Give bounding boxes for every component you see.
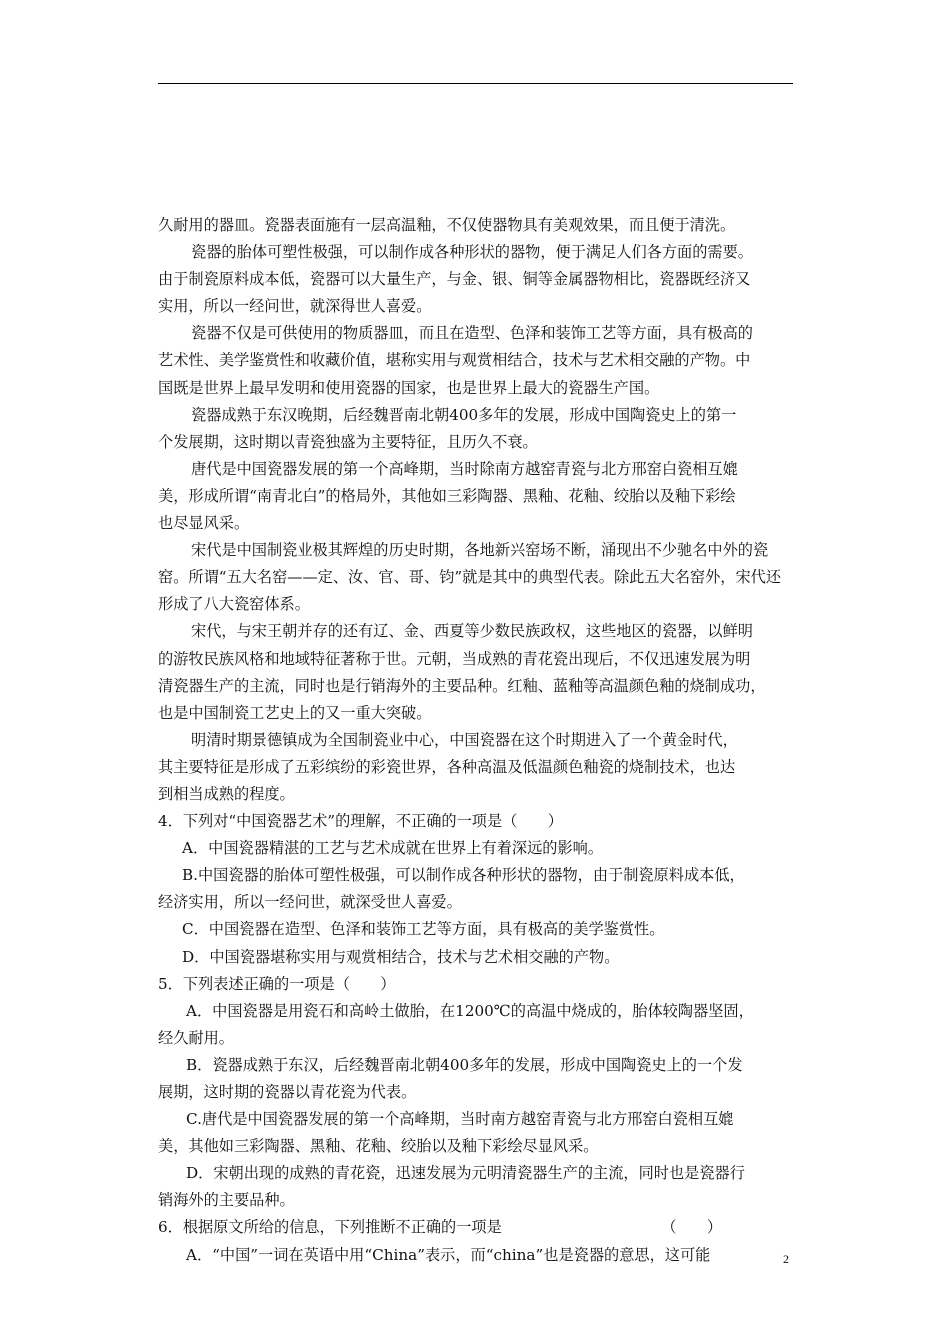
text-line: 明清时期景德镇成为全国制瓷业中心，中国瓷器在这个时期进入了一个黄金时代， [191, 730, 738, 749]
text-line: 瓷器成熟于东汉晚期，后经魏晋南北朝400多年的发展，形成中国陶瓷史上的第一 [191, 405, 737, 424]
text-line: 也是中国制瓷工艺史上的又一重大突破。 [158, 703, 432, 722]
text-line: 窑。所谓“五大名窑——定、汝、官、哥、钧”就是其中的典型代表。除此五大名窑外，宋代还 [158, 568, 782, 587]
document-body [158, 212, 793, 1269]
text-line: 的游牧民族风格和地域特征著称于世。元朝，当成熟的青花瓷出现后，不仅迅速发展为明 [158, 649, 751, 668]
text-line: B.中国瓷器的胎体可塑性极强，可以制作成各种形状的器物，由于制瓷原料成本低， [182, 866, 745, 885]
text-line: A．“中国”一词在英语中用“China”表示，而“china”也是瓷器的意思，这可能 [186, 1245, 711, 1264]
text-line: 也尽显风采。 [158, 514, 250, 533]
text-line: 5．下列表述正确的一项是（ ） [158, 974, 396, 993]
text-line: 6．根据原文所给的信息，下列推断不正确的一项是 （ ） [158, 1218, 723, 1237]
text-line: 唐代是中国瓷器发展的第一个高峰期，当时除南方越窑青瓷与北方邢窑白瓷相互媲 [191, 459, 738, 478]
text-line: 销海外的主要品种。 [158, 1191, 295, 1210]
text-line: 由于制瓷原料成本低，瓷器可以大量生产，与金、银、铜等金属器物相比，瓷器既经济又 [158, 270, 751, 289]
text-line: D．宋朝出现的成熟的青花瓷，迅速发展为元明清瓷器生产的主流，同时也是瓷器行 [186, 1164, 745, 1183]
page-number: 2 [783, 1252, 789, 1266]
text-line: 个发展期，这时期以青瓷独盛为主要特征，且历久不衰。 [158, 432, 538, 451]
header-rule [158, 83, 793, 84]
text-line: 瓷器不仅是可供使用的物质器皿，而且在造型、色泽和装饰工艺等方面，具有极高的 [191, 324, 753, 343]
text-line: 经久耐用。 [158, 1028, 234, 1047]
text-line: D．中国瓷器堪称实用与观赏相结合，技术与艺术相交融的产物。 [182, 947, 620, 966]
text-line: 久耐用的器皿。瓷器表面施有一层高温釉，不仅使器物具有美观效果，而且便于清洗。 [158, 216, 736, 234]
text-line: B．瓷器成熟于东汉，后经魏晋南北朝400多年的发展，形成中国陶瓷史上的一个发 [186, 1055, 743, 1074]
text-line: C．中国瓷器在造型、色泽和装饰工艺等方面，具有极高的美学鉴赏性。 [182, 920, 665, 939]
text-line: 到相当成熟的程度。 [158, 784, 295, 803]
text-line: 清瓷器生产的主流，同时也是行销海外的主要品种。红釉、蓝釉等高温颜色釉的烧制成功， [158, 676, 766, 695]
text-line: C.唐代是中国瓷器发展的第一个高峰期，当时南方越窑青瓷与北方邢窑白瓷相互媲 [186, 1110, 734, 1129]
text-line: 宋代是中国制瓷业极其辉煌的历史时期，各地新兴窑场不断，涌现出不少驰名中外的瓷 [191, 541, 769, 560]
text-line: A．中国瓷器是用瓷石和高岭土做胎，在1200℃的高温中烧成的，胎体较陶器坚固， [186, 1001, 754, 1020]
text-line: 其主要特征是形成了五彩缤纷的彩瓷世界，各种高温及低温颜色釉瓷的烧制技术，也达 [158, 757, 736, 776]
text-line: 形成了八大瓷窑体系。 [158, 595, 310, 614]
text-line: A．中国瓷器精湛的工艺与艺术成就在世界上有着深远的影响。 [182, 839, 604, 858]
text-line: 美，形成所谓“南青北白”的格局外，其他如三彩陶器、黑釉、花釉、绞胎以及釉下彩绘 [158, 486, 736, 505]
text-line: 国既是世界上最早发明和使用瓷器的国家，也是世界上最大的瓷器生产国。 [158, 378, 660, 397]
text-line: 宋代，与宋王朝并存的还有辽、金、西夏等少数民族政权，这些地区的瓷器，以鲜明 [191, 622, 753, 641]
text-line: 瓷器的胎体可塑性极强，可以制作成各种形状的器物，便于满足人们各方面的需要。 [191, 243, 753, 262]
text-line: 美，其他如三彩陶器、黑釉、花釉、绞胎以及釉下彩绘尽显风采。 [158, 1137, 599, 1156]
text-line: 展期，这时期的瓷器以青花瓷为代表。 [158, 1083, 417, 1101]
text-line: 实用，所以一经问世，就深得世人喜爱。 [158, 297, 432, 316]
text-line: 艺术性、美学鉴赏性和收藏价值，堪称实用与观赏相结合，技术与艺术相交融的产物。中 [158, 351, 751, 370]
text-line: 4．下列对“中国瓷器艺术”的理解，不正确的一项是（ ） [158, 812, 563, 831]
text-line: 经济实用，所以一经问世，就深受世人喜爱。 [158, 893, 462, 912]
